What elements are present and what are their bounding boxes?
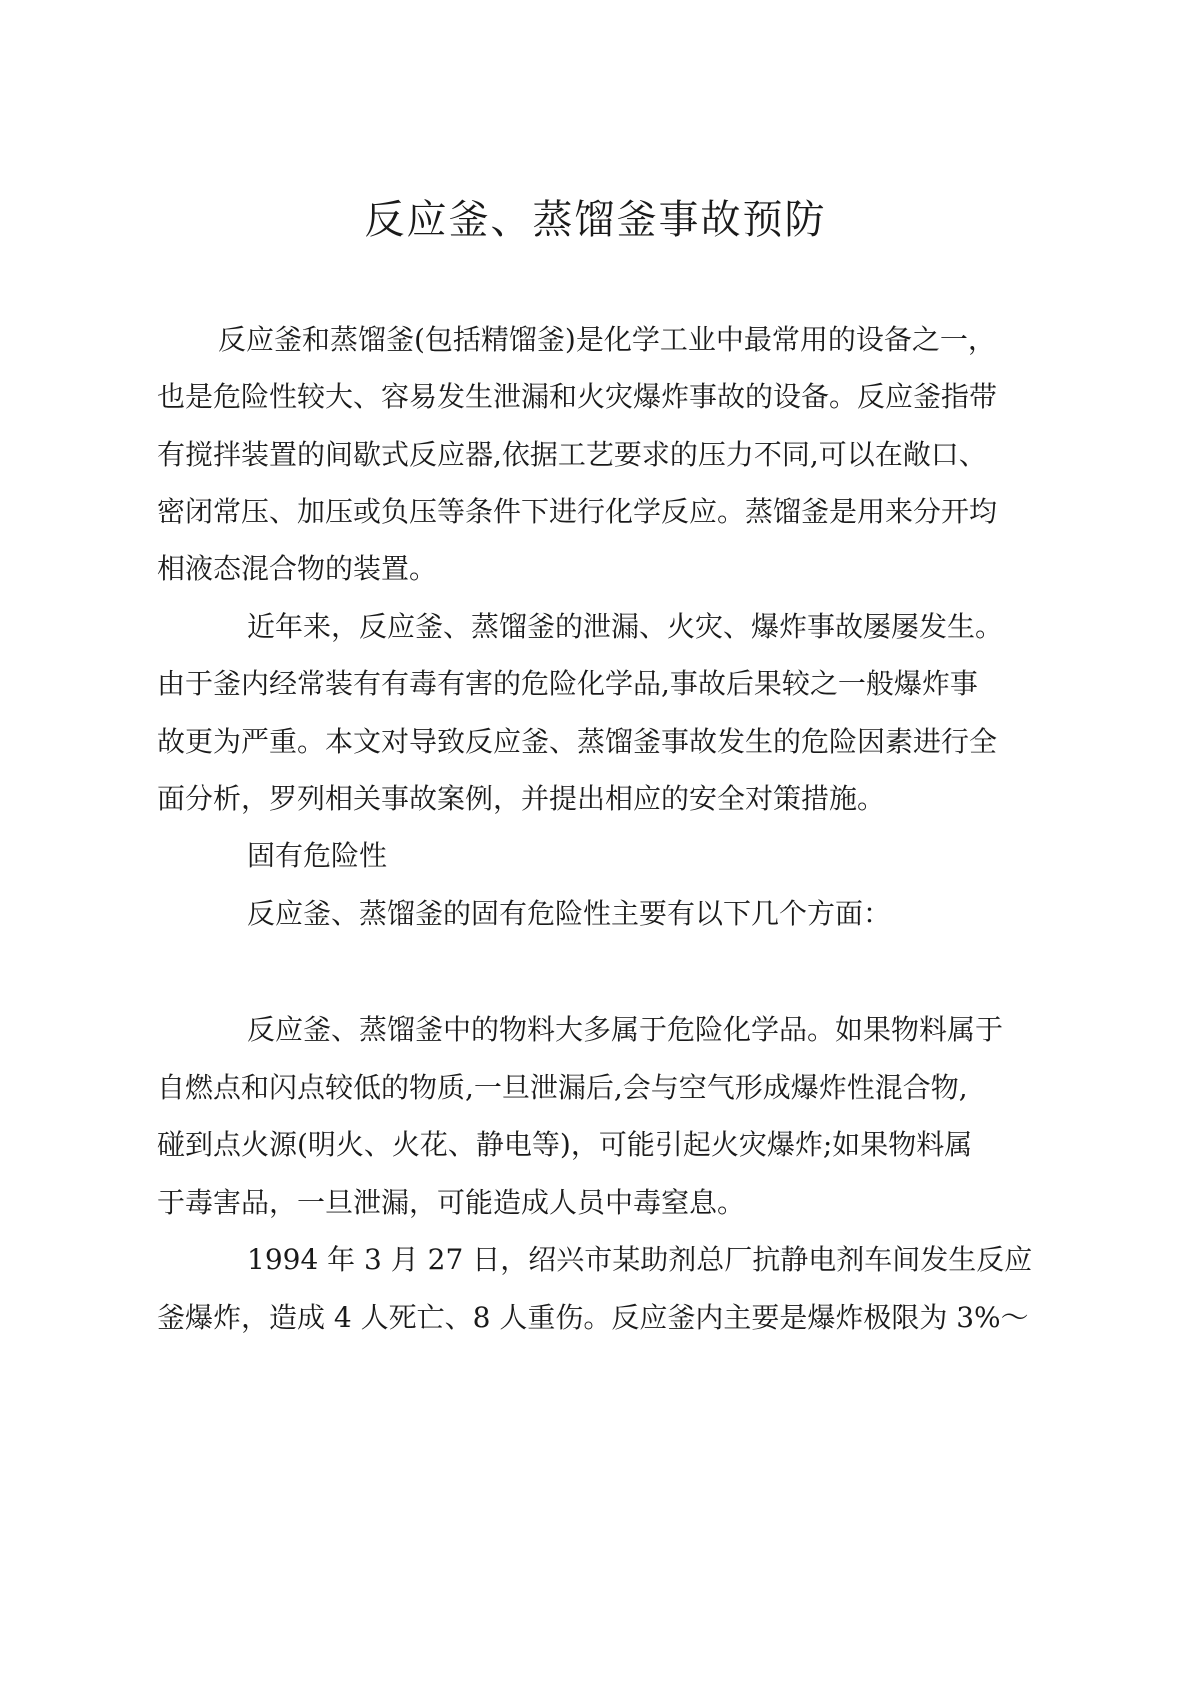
paragraph-line: 反应釜、蒸馏釜的固有危险性主要有以下几个方面： (247, 897, 892, 930)
paragraph-line: 故更为严重。本文对导致反应釜、蒸馏釜事故发生的危险因素进行全 (157, 725, 998, 758)
paragraph-line: 于毒害品，一旦泄漏，可能造成人员中毒窒息。 (157, 1186, 746, 1219)
paragraph-line: 面分析，罗列相关事故案例，并提出相应的安全对策措施。 (157, 782, 886, 815)
paragraph-line: 相液态混合物的装置。 (157, 552, 438, 585)
paragraph-line: 1994 年 3 月 27 日，绍兴市某助剂总厂抗静电剂车间发生反应 (247, 1243, 1033, 1276)
page-title: 反应釜、蒸馏釜事故预防 (364, 197, 827, 243)
paragraph-line: 也是危险性较大、容易发生泄漏和火灾爆炸事故的设备。反应釜指带 (157, 380, 998, 413)
paragraph-line: 自燃点和闪点较低的物质,一旦泄漏后,会与空气形成爆炸性混合物, (157, 1071, 968, 1104)
paragraph-line: 反应釜和蒸馏釜(包括精馏釜)是化学工业中最常用的设备之一， (218, 323, 996, 356)
paragraph-line: 碰到点火源(明火、火花、静电等)，可能引起火灾爆炸;如果物料属 (157, 1128, 973, 1161)
paragraph-line: 由于釜内经常装有有毒有害的危险化学品,事故后果较之一般爆炸事 (157, 667, 978, 700)
paragraph-line: 密闭常压、加压或负压等条件下进行化学反应。蒸馏釜是用来分开均 (157, 495, 998, 528)
paragraph-line: 有搅拌装置的间歇式反应器,依据工艺要求的压力不同,可以在敞口、 (157, 438, 987, 471)
paragraph-line: 釜爆炸，造成 4 人死亡、8 人重伤。反应釜内主要是爆炸极限为 3%～ (157, 1301, 1029, 1334)
paragraph-line: 反应釜、蒸馏釜中的物料大多属于危险化学品。如果物料属于 (247, 1013, 1004, 1046)
paragraph-line: 近年来，反应釜、蒸馏釜的泄漏、火灾、爆炸事故屡屡发生。 (247, 610, 1004, 643)
section-heading: 固有危险性 (247, 839, 388, 872)
